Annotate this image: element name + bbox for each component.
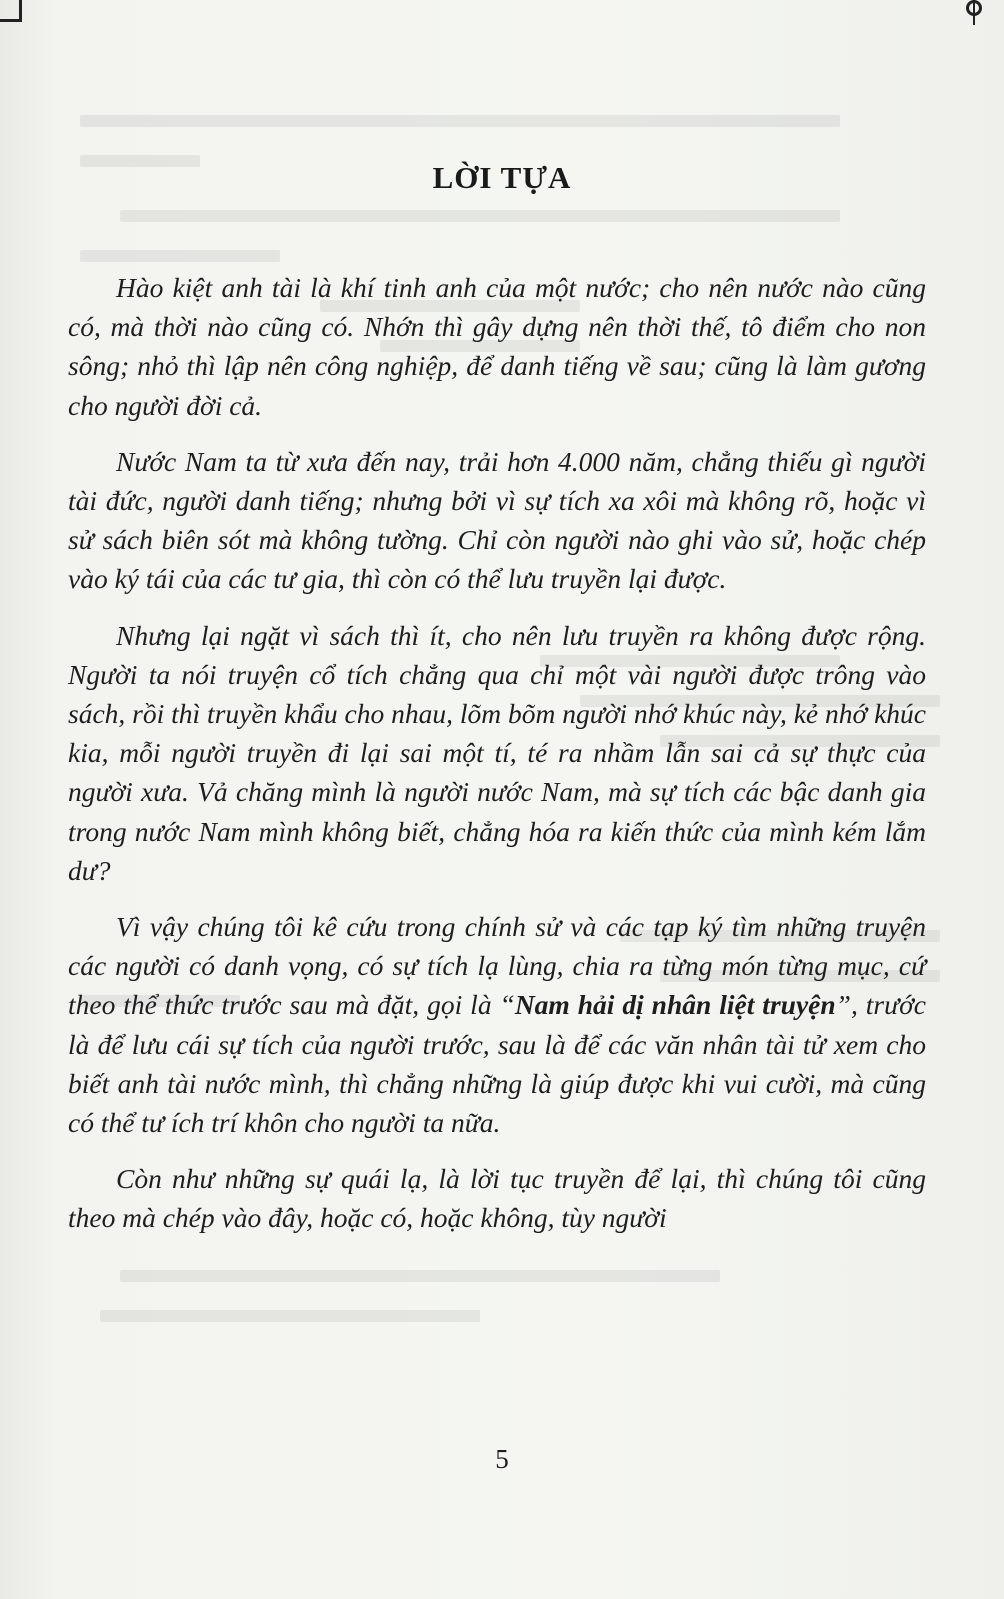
preface-body bbox=[68, 268, 926, 1255]
paragraph-4-tail: ”, trước là để lưu cái sự tích của người trước, sau là để các văn nhân tài tử xem cho biết anh tài nước mình, thì chẳng những là giúp được khi vui cười, mà cũng có thể tư ích trí khôn cho người ta nữa. bbox=[68, 989, 926, 1139]
paragraph-3: Nhưng lại ngặt vì sách thì ít, cho nên lưu truyền ra không được rộng. Người ta nói truyện cổ tích chẳng qua chỉ một vài người được trông vào sách, rồi thì truyền khẩu cho nhau, lõm bõm người nhớ khúc này, kẻ nhớ khúc kia, mỗi người truyền đi lại sai một tí, té ra nhầm lẫn sai cả sự thực của người xưa. Vả chăng mình là người nước Nam, mà sự tích các bậc danh gia trong nước Nam mình không biết, chẳng hóa ra kiến thức của mình kém lắm dư? bbox=[68, 619, 926, 886]
registration-mark-top-left bbox=[0, 0, 22, 22]
registration-mark-top-right bbox=[966, 0, 982, 16]
paragraph-4 bbox=[68, 907, 926, 1142]
book-title-emphasis: Nam hải dị nhân liệt truyện bbox=[514, 989, 836, 1021]
page-number: 5 bbox=[495, 1444, 509, 1474]
paragraph-2: Nước Nam ta từ xưa đến nay, trải hơn 4.000 năm, chẳng thiếu gì người tài đức, người danh tiếng; nhưng bởi vì sự tích xa xôi mà không rõ, hoặc vì sử sách biên sót mà không tường. Chỉ còn người nào ghi vào sử, hoặc chép vào ký tái của các tư gia, thì còn có thể lưu truyền lại được. bbox=[68, 445, 926, 595]
paragraph-4-lead: Vì vậy chúng tôi kê cứu trong chính sử và các tạp ký tìm những truyện các người có danh vọng, có sự tích lạ lùng, chia ra từng món từng mục, cứ theo thể thức trước sau mà đặt, gọi là “ bbox=[68, 911, 926, 1021]
paragraph-1: Hào kiệt anh tài là khí tinh anh của một nước; cho nên nước nào cũng có, mà thời nào cũng có. Nhớn thì gây dựng nên thời thế, tô điểm cho non sông; nhỏ thì lập nên công nghiệp, để danh tiếng về sau; cũng là làm gương cho người đời cả. bbox=[68, 272, 926, 421]
page-title: LỜI TỰA bbox=[432, 160, 572, 195]
paragraph-5: Còn như những sự quái lạ, là lời tục truyền để lại, thì chúng tôi cũng theo mà chép vào đây, hoặc có, hoặc không, tùy người bbox=[68, 1163, 926, 1234]
